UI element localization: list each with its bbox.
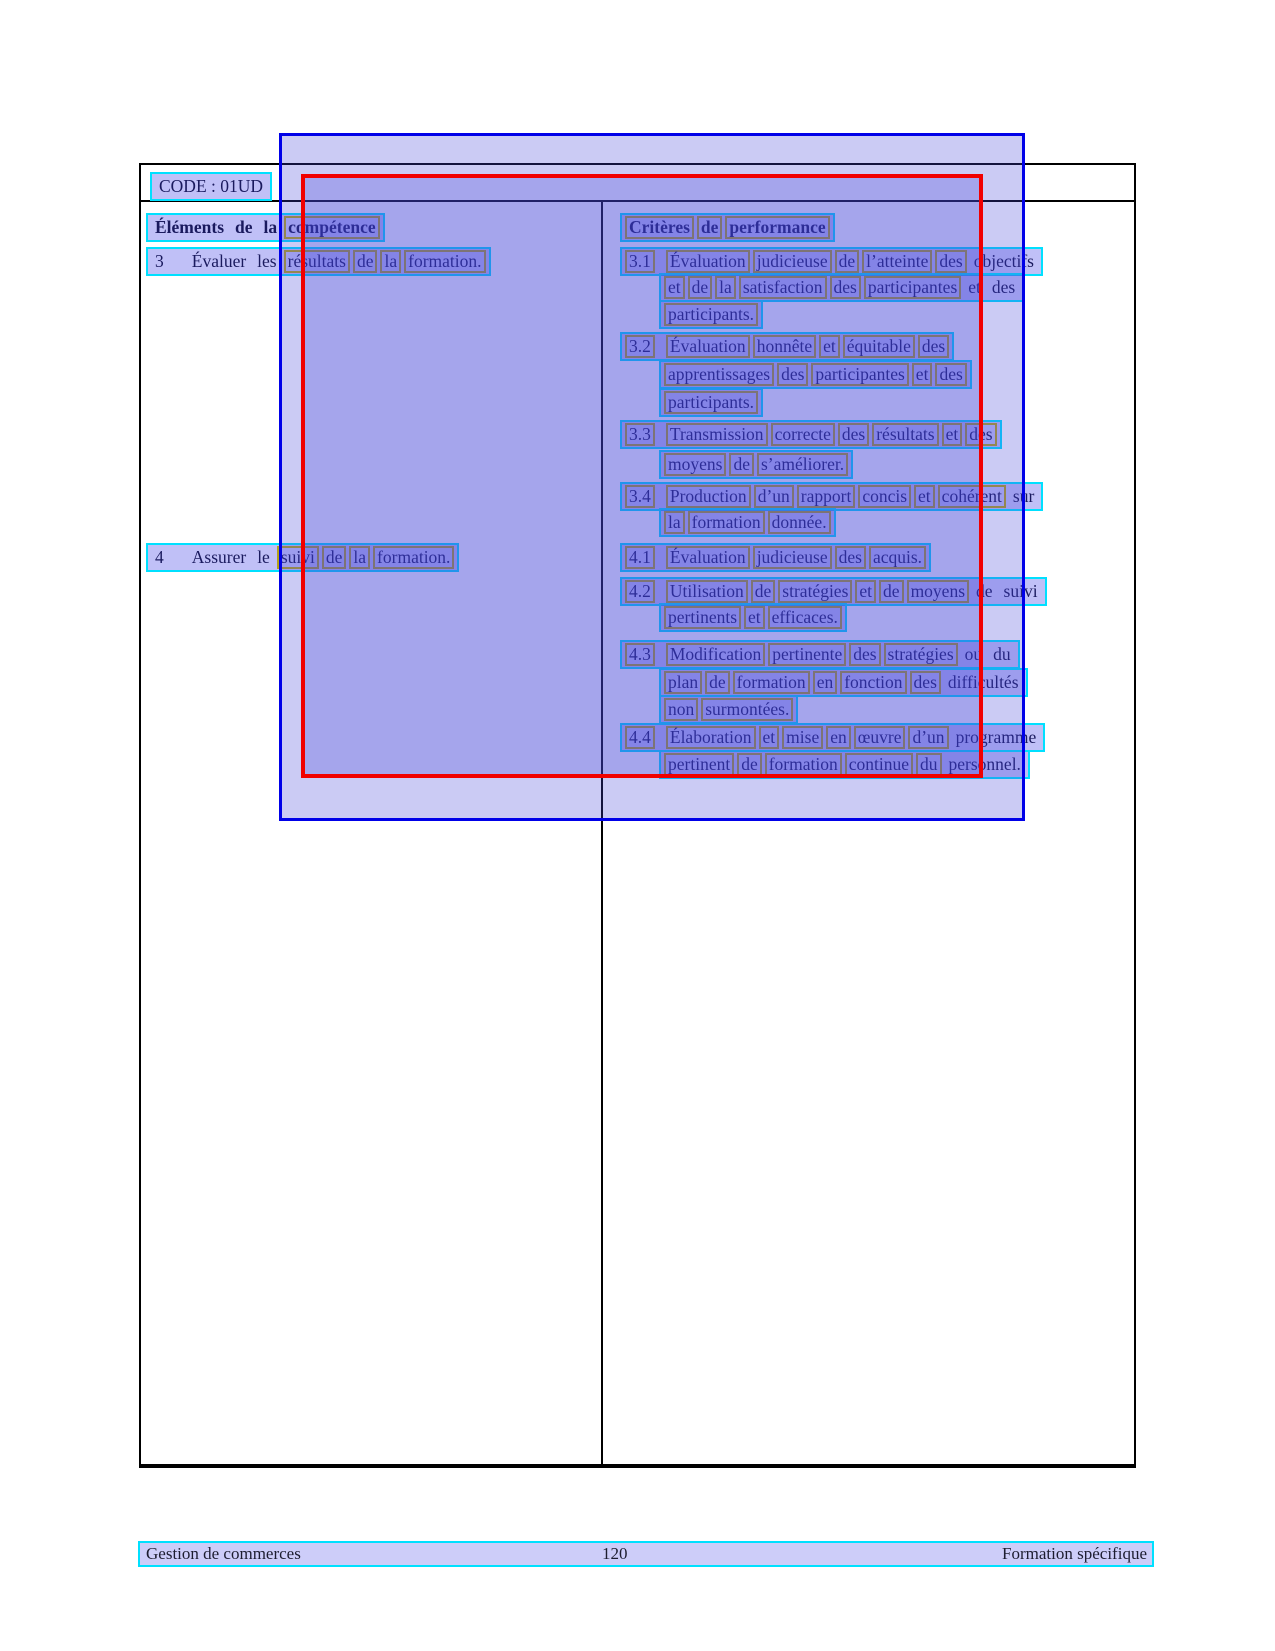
word-box: Critères	[625, 216, 694, 239]
text-line-c442	[659, 750, 1030, 779]
word-box: l’atteinte	[862, 250, 932, 273]
word-box: participantes	[864, 276, 961, 299]
item-number: 4.2	[625, 580, 655, 603]
text-line-hl	[146, 213, 385, 242]
word-box: judicieuse	[753, 250, 832, 273]
word-box: performance	[725, 216, 829, 239]
word-box: Utilisation	[666, 580, 748, 603]
line-highlight	[146, 247, 491, 276]
text-line-c331	[620, 420, 1002, 449]
line-highlight	[620, 723, 1045, 752]
text-line-c341	[620, 482, 1043, 511]
word-box: en	[813, 671, 838, 694]
line-highlight	[620, 640, 1020, 669]
line-highlight	[620, 543, 931, 572]
word-box: des	[838, 423, 869, 446]
line-highlight	[659, 668, 1028, 697]
word-box: la	[349, 546, 370, 569]
footer-section-label: Formation spécifique	[1002, 1544, 1147, 1563]
word-box: de	[751, 580, 776, 603]
word-box: et	[855, 580, 876, 603]
text-line-c311	[620, 247, 1043, 276]
line-highlight	[659, 450, 853, 479]
code-row-separator	[141, 200, 1134, 202]
word-box: et	[942, 423, 963, 446]
word-box: de	[705, 671, 730, 694]
text-line-r3	[146, 247, 491, 276]
word-box: continue	[845, 753, 913, 776]
word-box: et	[968, 277, 981, 297]
word-box: des	[935, 250, 966, 273]
word-box: et	[914, 485, 935, 508]
word-box: et	[759, 726, 780, 749]
code-text: CODE : 01UD	[159, 176, 264, 196]
text-line-hr	[620, 213, 835, 242]
word-box: Évaluer	[191, 251, 247, 271]
line-highlight	[659, 695, 798, 724]
word-box: de	[688, 276, 713, 299]
word-box: la	[380, 250, 401, 273]
word-box: d’un	[754, 485, 794, 508]
word-box: de	[353, 250, 378, 273]
line-highlight	[146, 543, 459, 572]
item-number: 4.3	[625, 643, 655, 666]
word-box: satisfaction	[739, 276, 827, 299]
line-highlight	[150, 172, 272, 201]
line-highlight	[659, 388, 763, 417]
line-highlight	[620, 213, 835, 242]
item-number: 3.2	[625, 335, 655, 358]
word-box: non	[664, 698, 698, 721]
word-box: acquis.	[869, 546, 926, 569]
item-number: 3.3	[625, 423, 655, 446]
line-highlight	[659, 603, 847, 632]
word-box: et	[912, 363, 933, 386]
word-box: sur	[1012, 486, 1035, 506]
line-highlight	[146, 213, 385, 242]
word-box: du	[993, 644, 1011, 664]
word-box: difficultés	[947, 672, 1019, 692]
word-box: rapport	[797, 485, 856, 508]
word-box: stratégies	[778, 580, 852, 603]
item-number: 4	[155, 547, 164, 567]
text-line-r4	[146, 543, 459, 572]
word-box: programme	[955, 727, 1037, 747]
word-box: donnée.	[768, 511, 831, 534]
word-box: Évaluation	[666, 546, 750, 569]
word-box: la	[664, 511, 685, 534]
word-box: efficaces.	[768, 606, 842, 629]
line-highlight	[659, 273, 1024, 302]
text-line-c432	[659, 668, 1028, 697]
text-line-c312	[659, 273, 1024, 302]
word-box: suivi	[1003, 581, 1038, 601]
word-box: équitable	[843, 335, 915, 358]
text-line-c332	[659, 450, 853, 479]
word-box: s’améliorer.	[757, 453, 848, 476]
word-box: cohérent	[938, 485, 1006, 508]
word-box: pertinents	[664, 606, 741, 629]
word-box: correcte	[771, 423, 835, 446]
word-box: ou	[964, 644, 983, 664]
item-number: 4.1	[625, 546, 655, 569]
item-number: 4.4	[625, 726, 655, 749]
word-box: de	[879, 580, 904, 603]
column-divider	[601, 202, 603, 1464]
word-box: le	[257, 547, 270, 567]
word-box: moyens	[907, 580, 969, 603]
word-box: des	[849, 643, 880, 666]
line-highlight	[620, 577, 1047, 606]
word-box: la	[715, 276, 736, 299]
word-box: pertinente	[768, 643, 846, 666]
word-box: des	[835, 546, 866, 569]
word-box: judicieuse	[753, 546, 832, 569]
word-box: de	[835, 250, 860, 273]
word-box: formation	[688, 511, 765, 534]
word-box: fonction	[840, 671, 906, 694]
text-line-c433	[659, 695, 798, 724]
text-line-c431	[620, 640, 1020, 669]
word-box: suivi	[277, 546, 319, 569]
code-line	[150, 172, 272, 201]
word-box: de	[729, 453, 754, 476]
text-line-c323	[659, 388, 763, 417]
word-box: concis	[858, 485, 911, 508]
text-line-c342	[659, 508, 836, 537]
text-line-c422	[659, 603, 847, 632]
word-box: Production	[666, 485, 751, 508]
line-highlight	[659, 300, 763, 329]
text-line-c321	[620, 332, 954, 361]
word-box: la	[263, 217, 278, 237]
word-box: les	[257, 251, 277, 271]
word-box: des	[991, 277, 1016, 297]
word-box: et	[819, 335, 840, 358]
item-number: 3	[155, 251, 164, 271]
word-box: stratégies	[884, 643, 958, 666]
word-box: Éléments	[155, 217, 225, 237]
word-box: des	[830, 276, 861, 299]
word-box: compétence	[284, 216, 379, 239]
word-box: de	[235, 217, 253, 237]
word-box: œuvre	[854, 726, 906, 749]
item-number: 3.1	[625, 250, 655, 273]
word-box: et	[664, 276, 685, 299]
word-box: personnel.	[948, 754, 1021, 774]
word-box: participants.	[664, 303, 758, 326]
word-box: formation.	[373, 546, 454, 569]
word-box: de	[976, 581, 993, 601]
word-box: objectifs	[973, 251, 1034, 271]
word-box: formation	[733, 671, 810, 694]
footer-bar	[138, 1541, 1154, 1567]
line-highlight	[620, 420, 1002, 449]
word-box: formation.	[404, 250, 485, 273]
line-highlight	[620, 332, 954, 361]
word-box: honnête	[753, 335, 816, 358]
footer-page-number: 120	[602, 1544, 628, 1563]
line-highlight	[659, 508, 836, 537]
word-box: en	[826, 726, 851, 749]
word-box: participantes	[811, 363, 908, 386]
word-box: Modification	[666, 643, 765, 666]
word-box: résultats	[284, 250, 350, 273]
word-box: plan	[664, 671, 702, 694]
line-highlight	[620, 482, 1043, 511]
word-box: formation	[765, 753, 842, 776]
line-highlight	[659, 750, 1030, 779]
word-box: d’un	[908, 726, 948, 749]
word-box: de	[322, 546, 347, 569]
text-line-c322	[659, 360, 972, 389]
word-box: de	[697, 216, 723, 239]
word-box: résultats	[872, 423, 938, 446]
text-line-c441	[620, 723, 1045, 752]
word-box: mise	[782, 726, 823, 749]
word-box: des	[910, 671, 941, 694]
word-box: Transmission	[666, 423, 768, 446]
line-highlight	[620, 247, 1043, 276]
line-highlight	[659, 360, 972, 389]
word-box: pertinent	[664, 753, 734, 776]
word-box: Assurer	[191, 547, 247, 567]
word-box: Évaluation	[666, 335, 750, 358]
word-box: participants.	[664, 391, 758, 414]
item-number: 3.4	[625, 485, 655, 508]
word-box: Évaluation	[666, 250, 750, 273]
word-box: et	[744, 606, 765, 629]
word-box: des	[777, 363, 808, 386]
word-box: moyens	[664, 453, 726, 476]
word-box: apprentissages	[664, 363, 774, 386]
word-box: des	[918, 335, 949, 358]
text-line-c411	[620, 543, 931, 572]
text-line-c421	[620, 577, 1047, 606]
word-box: du	[916, 753, 942, 776]
text-line-c313	[659, 300, 763, 329]
footer-program-title: Gestion de commerces	[146, 1544, 301, 1563]
word-box: des	[965, 423, 996, 446]
word-box: surmontées.	[701, 698, 793, 721]
word-box: des	[935, 363, 966, 386]
word-box: Élaboration	[666, 726, 756, 749]
word-box: de	[737, 753, 762, 776]
